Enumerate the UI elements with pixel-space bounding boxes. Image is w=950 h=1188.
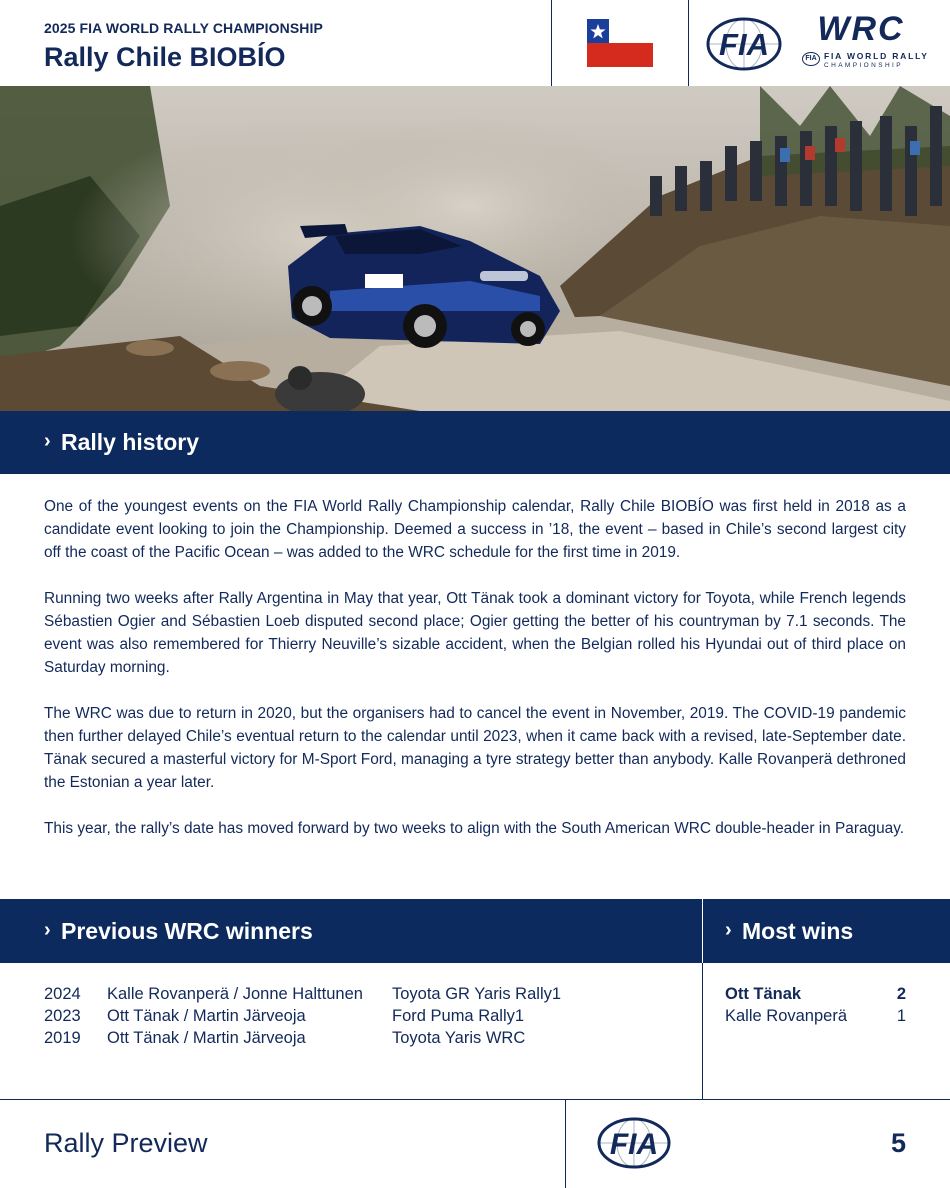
history-paragraph: One of the youngest events on the FIA World Rally Championship calendar, Rally Chile BIOBÍO was first held in 2018 as a candidate event looking to join the Championship. Deemed a success in ’18, the event – based in Chile’s second largest city off the coast of the Pacific Ocean – was added to the WRC schedule for the first time in 2019. (44, 498, 906, 561)
rally-history-title: Rally history (61, 429, 200, 455)
winner-crew: Ott Tänak / Martin Järveoja (107, 1029, 306, 1047)
page-number: 5 (890, 1128, 906, 1158)
previous-winners-title: Previous WRC winners (61, 918, 313, 944)
fia-logo-icon (706, 17, 782, 71)
history-paragraph: This year, the rally’s date has moved forward by two weeks to align with the South American WRC double-header in Paraguay. (44, 820, 905, 837)
header-divider (688, 0, 689, 86)
wrc-logo-text: WRC (817, 10, 905, 48)
winners-table (44, 985, 684, 1065)
chevron-right-icon: › (44, 430, 51, 452)
winners-header (0, 899, 950, 963)
winner-year: 2024 (44, 985, 81, 1003)
most-wins-name: Ott Tänak (725, 985, 802, 1003)
wrc-fia-badge: FIA (802, 52, 820, 66)
wrc-logo-sub2: CHAMPIONSHIP (824, 62, 904, 69)
winner-year: 2023 (44, 1007, 81, 1025)
winner-crew: Ott Tänak / Martin Järveoja (107, 1007, 306, 1025)
fia-logo-icon (597, 1117, 671, 1169)
wrc-logo (800, 10, 929, 76)
column-divider (702, 963, 703, 1099)
chevron-right-icon: › (725, 919, 732, 941)
fia-logo-text: FIA (719, 27, 769, 62)
most-wins-count: 2 (896, 985, 906, 1003)
chile-flag-icon (587, 19, 653, 67)
rally-history-header (0, 411, 950, 474)
rally-car-photo (0, 86, 950, 411)
page-header (0, 0, 950, 87)
rally-title: Rally Chile BIOBÍO (44, 42, 286, 72)
winner-crew: Kalle Rovanperä / Jonne Halttunen (107, 985, 363, 1003)
footer-title: Rally Preview (44, 1128, 208, 1158)
history-paragraph: The WRC was due to return in 2020, but the organisers had to cancel the event in November, 2019. The COVID-19 pandemic then further delayed Chile’s eventual return to the calendar until 2023, when it came back with a revised, late-September date. Tänak secured a masterful victory for M-Sport Ford, managing a tyre strategy better than anybody. Kalle Rovanperä dethroned the Estonian a year later. (44, 705, 906, 791)
most-wins-count: 1 (896, 1007, 906, 1025)
bar-divider (702, 899, 703, 963)
header-divider (551, 0, 552, 86)
chevron-right-icon: › (44, 919, 51, 941)
most-wins-name: Kalle Rovanperä (725, 1007, 847, 1025)
footer-vertical-divider (565, 1099, 566, 1188)
winner-car: Ford Puma Rally1 (392, 1007, 525, 1025)
winner-year: 2019 (44, 1029, 81, 1047)
history-paragraph: Running two weeks after Rally Argentina in May that year, Ott Tänak took a dominant victory for Toyota, while French legends Sébastien Ogier and Sébastien Loeb disputed second place; Ogier getting the better of his countryman by 7.1 seconds. The event was also remembered for Thierry Neuville’s sizable accident, when the Belgian rolled his Hyundai out of third place on Saturday morning. (44, 590, 906, 676)
winner-car: Toyota Yaris WRC (392, 1029, 526, 1047)
wrc-logo-sub1: FIA WORLD RALLY (824, 51, 929, 61)
most-wins-title: Most wins (742, 918, 854, 944)
rally-history-text (44, 495, 906, 863)
footer-divider (0, 1099, 950, 1100)
fia-logo-text: FIA (609, 1128, 659, 1161)
championship-supertitle: 2025 FIA WORLD RALLY CHAMPIONSHIP (44, 20, 323, 36)
winner-car: Toyota GR Yaris Rally1 (392, 985, 562, 1003)
